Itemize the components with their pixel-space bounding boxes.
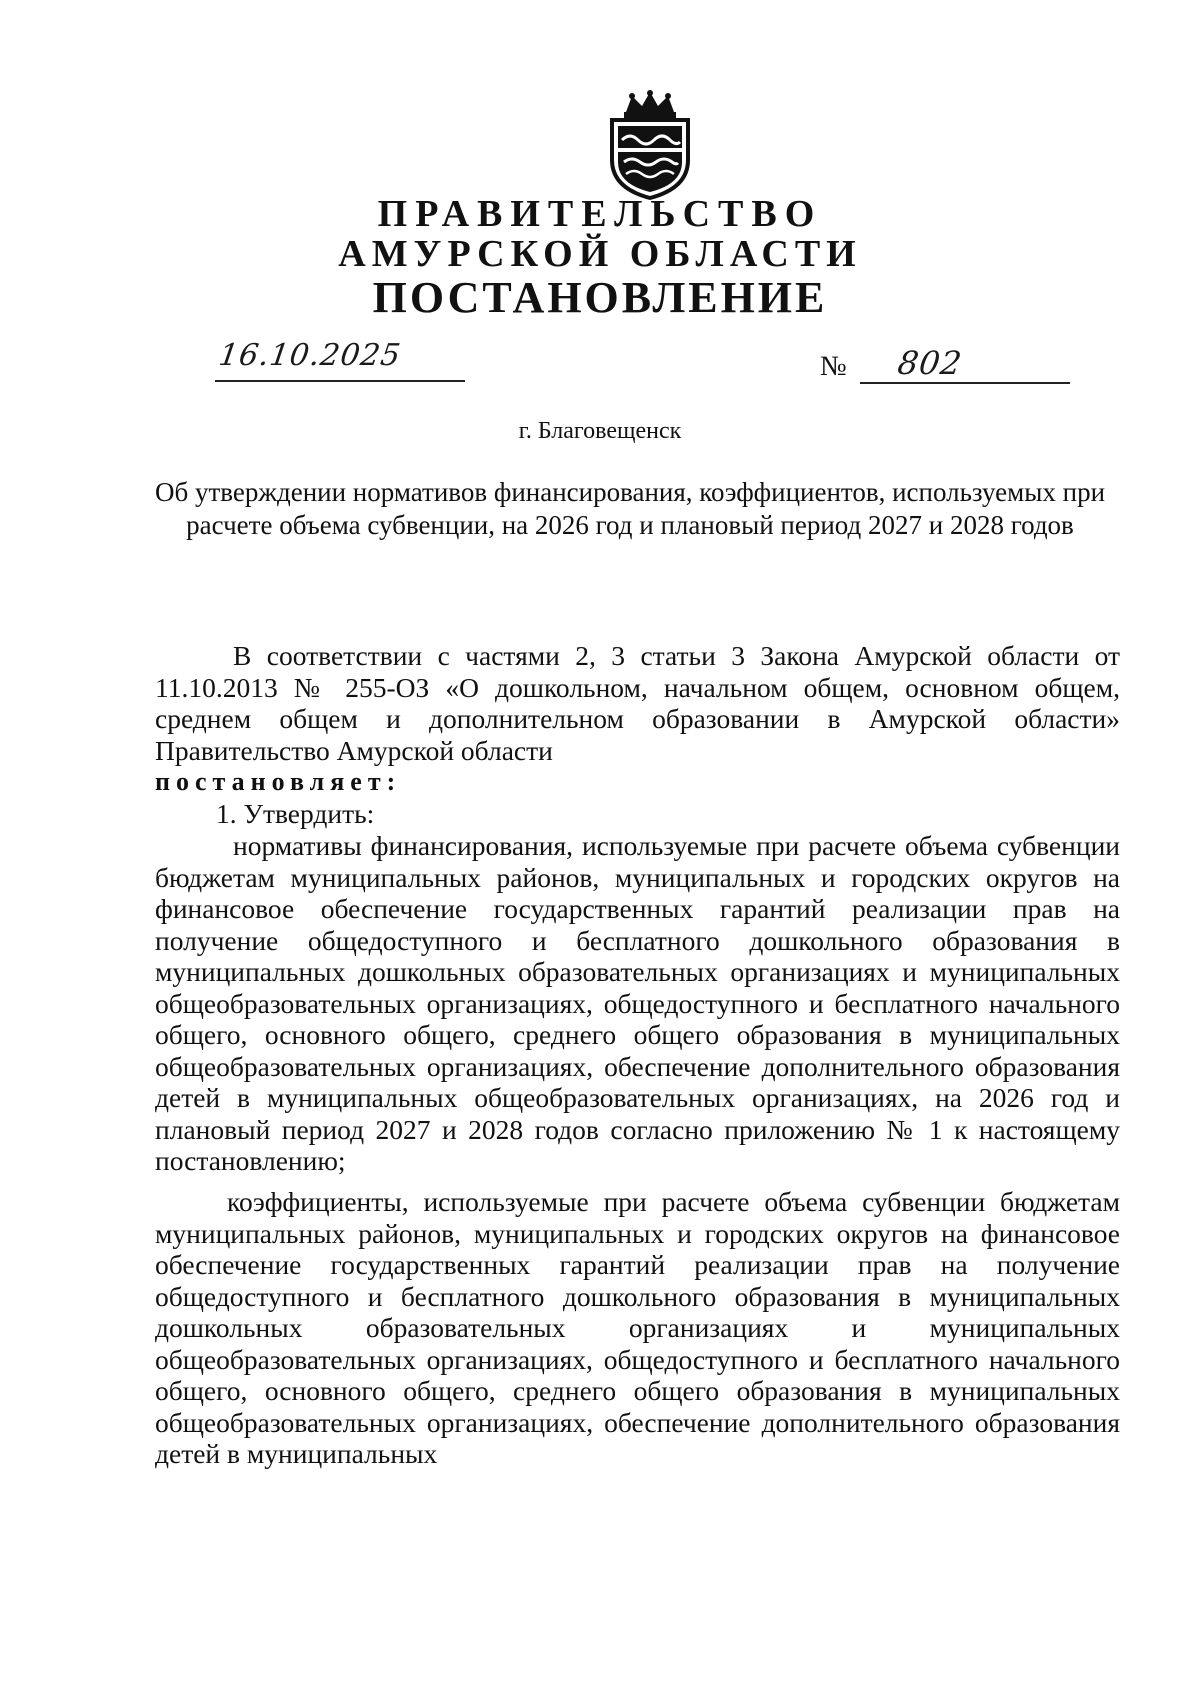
government-name-line2: АМУРСКОЙ ОБЛАСТИ <box>338 233 862 275</box>
coefficients-paragraph: коэффициенты, используемые при расчете объема субвенции бюджетам муниципальных районов, муниципальных и городских округов на финансовое обеспечение государственных гарантий реализации прав на получение общедоступного и бесплатного дошкольного образования в муниципальных дошкольных образовательных организациях и муниципальных общеобразовательных организациях, общедоступного и бесплатного начального общего, основного общего, среднего общего образования в муниципальных общеобразовательных организациях, обеспечение дополнительного образования детей в муниципальных <box>155 1186 1120 1469</box>
number-sign: № <box>820 351 847 382</box>
decree-number-field <box>860 346 1070 384</box>
decree-date-field <box>215 336 465 382</box>
decree-date: 16.10.2025 <box>216 338 404 373</box>
resolves-keyword: постановляет: <box>155 767 402 796</box>
item-1-heading: 1. Утвердить: <box>216 798 375 829</box>
preamble-paragraph: В соответствии с частями 2, 3 статьи 3 Закона Амурской области от 11.10.2013 № 255-ОЗ «О дошкольном, начальном общем, основном общем, среднем общем и дополнительном образовании в Амурской области» Правительство Амурской области <box>155 640 1120 766</box>
government-name-line1: ПРАВИТЕЛЬСТВО <box>377 193 823 235</box>
amur-region-coat-of-arms-icon <box>596 90 704 200</box>
document-type-title: ПОСТАНОВЛЕНИЕ <box>372 273 828 322</box>
financing-norms-paragraph: нормативы финансирования, используемые при расчете объема субвенции бюджетам муниципальных районов, муниципальных и городских округов на финансовое обеспечение государственных гарантий реализации прав на получение общедоступного и бесплатного дошкольного образования в муниципальных дошкольных образовательных организациях и муниципальных общеобразовательных организациях, общедоступного и бесплатного начального общего, основного общего, среднего общего образования в муниципальных общеобразовательных организациях, обеспечение дополнительного образования детей в муниципальных общеобразовательных организациях, на 2026 год и плановый период 2027 и 2028 годов согласно приложению № 1 к настоящему постановлению; <box>155 830 1120 1176</box>
decree-number: 802 <box>895 344 965 382</box>
city-of-issue: г. Благовещенск <box>518 418 682 444</box>
decree-subject: Об утверждении нормативов финансирования, коэффициентов, используемых при расчете объема субвенции, на 2026 год и плановый период 2027 и 2028 годов <box>154 477 1106 540</box>
